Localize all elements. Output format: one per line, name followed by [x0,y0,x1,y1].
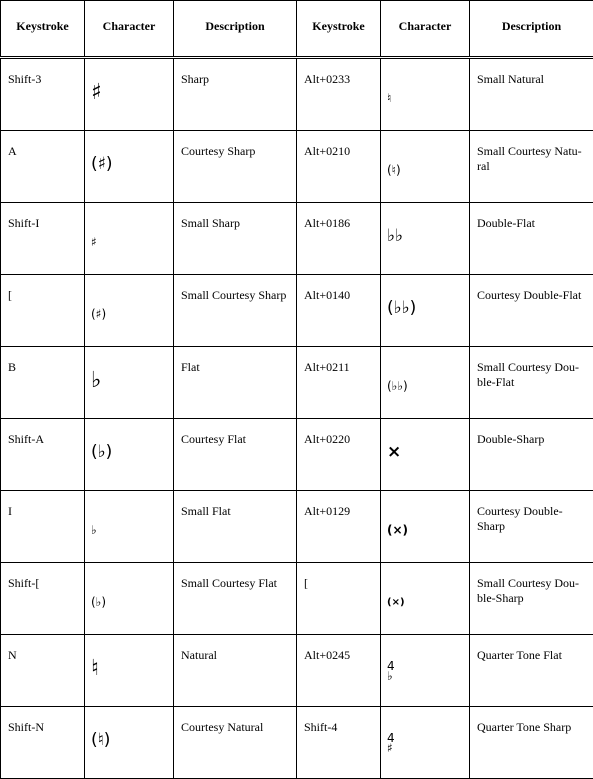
character-cell [381,347,470,419]
keystroke-cell: N [1,635,85,707]
small-courtesy-sharp-icon: (♯) [91,307,106,322]
header-keystroke-1: Keystroke [1,1,85,58]
description-cell: Quarter Tone Flat [470,635,593,707]
keystroke-cell: B [1,347,85,419]
character-cell [381,58,470,131]
description-cell: Sharp [174,58,297,131]
description-cell: Quarter Tone Sharp [470,707,593,779]
table-row [1,347,593,419]
description-cell: Courtesy Double-Flat [470,275,593,347]
keystroke-cell: Shift-4 [297,707,381,779]
character-cell [381,203,470,275]
header-keystroke-2: Keystroke [297,1,381,58]
character-cell [85,419,174,491]
table-row [1,635,593,707]
small-natural-icon: ♮ [387,91,391,106]
description-cell: Courtesy Double-Sharp [470,491,593,563]
description-cell: Small Courtesy Natu-ral [470,131,593,203]
keystroke-cell: Shift-I [1,203,85,275]
keystroke-cell: A [1,131,85,203]
character-cell [381,491,470,563]
description-cell: Small Natural [470,58,593,131]
natural-icon: ♮ [91,661,99,676]
keystroke-cell: Shift-N [1,707,85,779]
courtesy-sharp-icon: (♯) [91,157,113,172]
small-courtesy-double-flat-icon: (♭♭) [387,379,408,394]
keystroke-cell: Shift-3 [1,58,85,131]
table-row [1,491,593,563]
description-cell: Courtesy Flat [174,419,297,491]
table-row [1,419,593,491]
sharp-icon: ♯ [91,85,102,100]
small-courtesy-natural-icon: (♮) [387,163,401,178]
quarter-tone-flat-icon: 4 ♭ [387,661,395,681]
table-row [1,275,593,347]
small-courtesy-double-sharp-icon: (×) [387,595,405,610]
character-cell [381,563,470,635]
table-row [1,563,593,635]
keystroke-cell: Alt+0129 [297,491,381,563]
character-cell [85,635,174,707]
character-cell [85,707,174,779]
description-cell: Small Courtesy Dou-ble-Sharp [470,563,593,635]
description-cell: Natural [174,635,297,707]
table-row [1,58,593,131]
courtesy-flat-icon: (♭) [91,445,112,460]
character-cell [85,58,174,131]
description-cell: Small Courtesy Flat [174,563,297,635]
courtesy-double-flat-icon: (♭♭) [387,301,416,316]
quarter-tone-sharp-icon: 4 ♯ [387,733,395,753]
description-cell: Courtesy Sharp [174,131,297,203]
keystroke-cell: Shift-A [1,419,85,491]
character-cell [85,275,174,347]
character-cell [381,275,470,347]
double-sharp-icon: × [387,445,401,460]
keystroke-cell: Alt+0140 [297,275,381,347]
character-cell [381,707,470,779]
keystroke-cell: Alt+0220 [297,419,381,491]
keystroke-cell: Alt+0186 [297,203,381,275]
courtesy-double-sharp-icon: (×) [387,523,408,538]
keystroke-cell: [ [297,563,381,635]
double-flat-icon: ♭♭ [387,229,403,244]
description-cell: Small Sharp [174,203,297,275]
keystroke-cell: Alt+0211 [297,347,381,419]
table-row [1,203,593,275]
description-cell: Flat [174,347,297,419]
description-cell: Double-Flat [470,203,593,275]
table-row [1,131,593,203]
keystroke-cell: Alt+0210 [297,131,381,203]
character-cell [85,203,174,275]
character-cell [85,347,174,419]
character-cell [85,563,174,635]
small-flat-icon: ♭ [91,523,97,538]
small-courtesy-flat-icon: (♭) [91,595,106,610]
description-cell: Courtesy Natural [174,707,297,779]
table-row [1,707,593,779]
description-cell: Double-Sharp [470,419,593,491]
header-description-1: Description [174,1,297,58]
keystroke-cell: Alt+0245 [297,635,381,707]
courtesy-natural-icon: (♮) [91,733,110,748]
keystroke-cell: [ [1,275,85,347]
keystroke-cell: Alt+0233 [297,58,381,131]
character-cell [85,131,174,203]
keystroke-cell: I [1,491,85,563]
character-cell [85,491,174,563]
character-cell [381,419,470,491]
header-character-1: Character [85,1,174,58]
keystroke-cell: Shift-[ [1,563,85,635]
character-cell [381,635,470,707]
description-cell: Small Flat [174,491,297,563]
header-row [1,1,593,58]
description-cell: Small Courtesy Sharp [174,275,297,347]
header-character-2: Character [381,1,470,58]
description-cell: Small Courtesy Dou-ble-Flat [470,347,593,419]
flat-icon: ♭ [91,373,101,388]
character-cell [381,131,470,203]
small-sharp-icon: ♯ [91,235,97,250]
header-description-2: Description [470,1,593,58]
